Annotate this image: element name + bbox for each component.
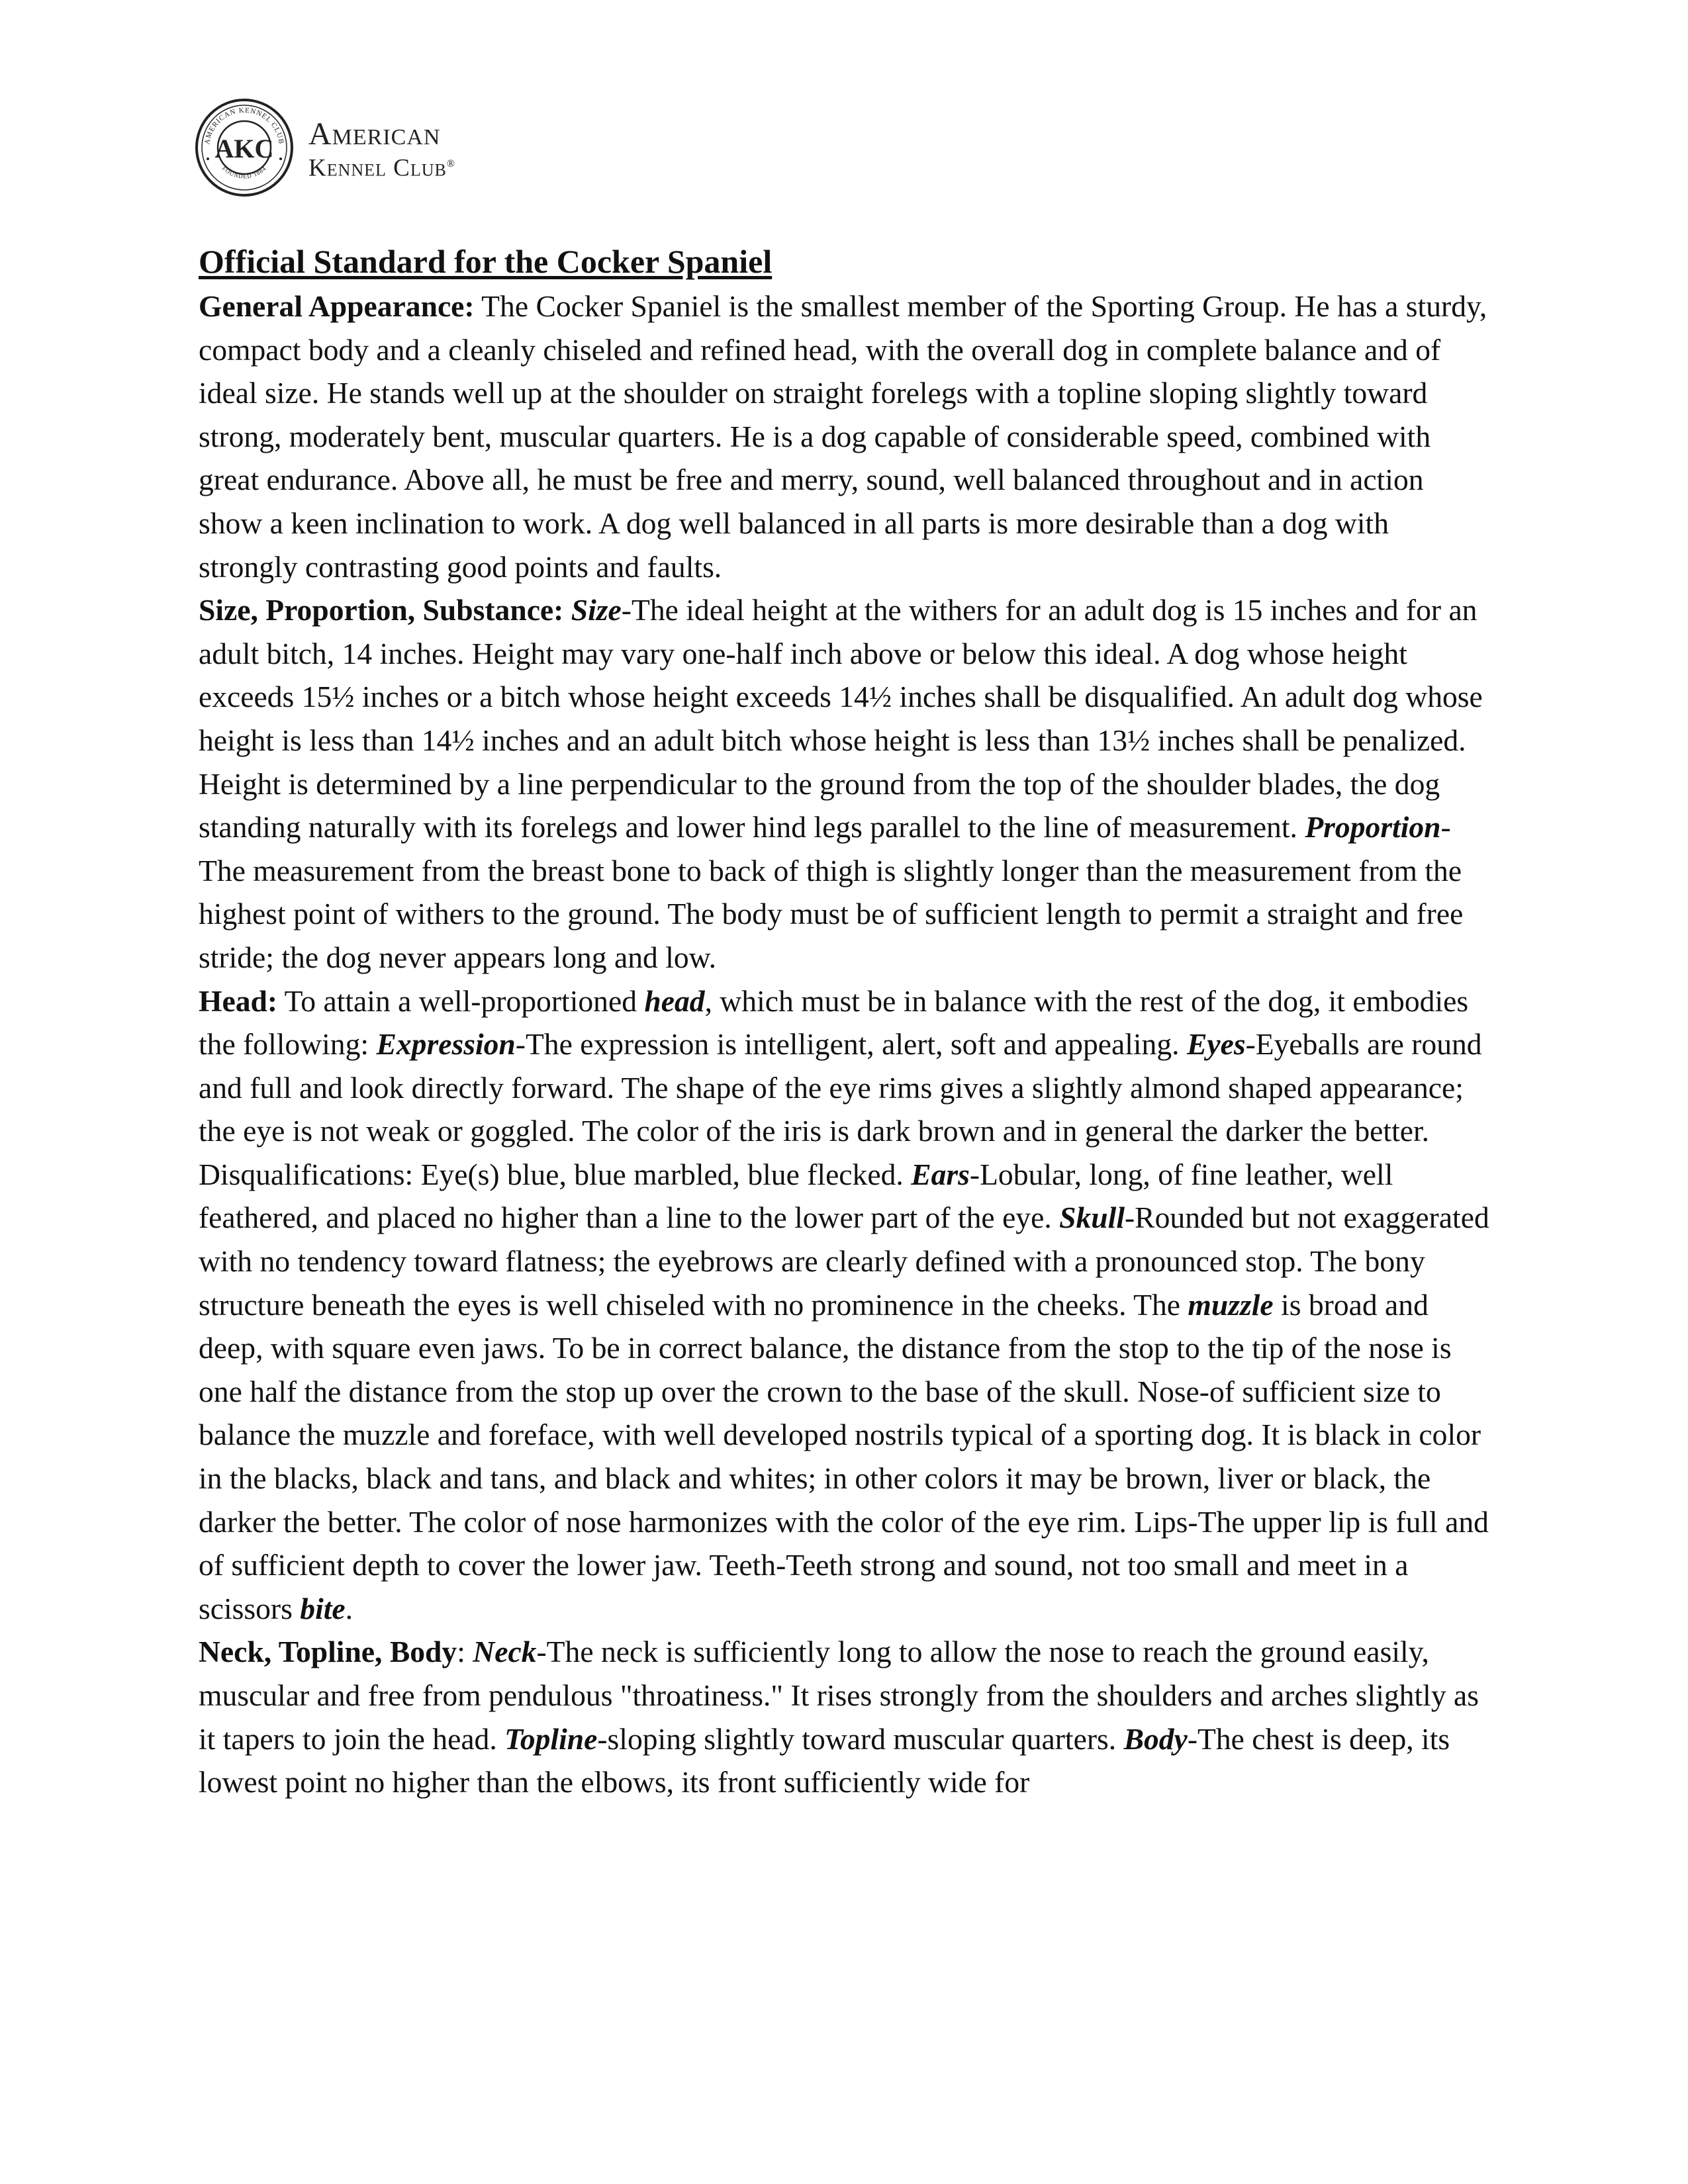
section-head [199,979,1489,1631]
section-general-appearance [199,285,1489,588]
term-head: head [644,983,705,1018]
term-expression: Expression [376,1027,516,1062]
section-text: -Rounded but not exaggerated with no tendency toward flatness; the eyebrows are clearly defined with a pronounced stop. The bony structure beneath the eyes is well chiseled with no prominence in the cheeks. The [199,1201,1489,1322]
section-text: , which must be in balance with the rest of the dog, it embodies the following: [199,983,1469,1062]
akc-seal-icon [195,98,294,197]
section-heading: Neck, Topline, Body [199,1635,457,1669]
page-title: Official Standard for the Cocker Spaniel [199,243,773,280]
svg-text:AKC: AKC [214,134,274,163]
section-heading: Head: [199,983,278,1018]
section-text: The Cocker Spaniel is the smallest member of the Sporting Group. He has a sturdy, compact body and a cleanly chiseled and refined head, with the overall dog in complete balance and of ideal size. He stands well up at the shoulder on straight forelegs with a topline sloping slightly toward strong, moderately bent, muscular quarters. He is a dog capable of considerable speed, combined with great endurance. Above all, he must be free and merry, sound, well balanced throughout and in action show a keen inclination to work. A dog well balanced in all parts is more desirable than a dog with strongly contrasting good points and faults. [199,289,1487,584]
section-text: -The ideal height at the withers for an adult dog is 15 inches and for an adult bitch, 14 inches. Height may vary one-half inch above or below this ideal. A dog whose height exceeds 15½ inches or a bitch whose height exceeds 14½ inches shall be disqualified. An adult dog whose height is less than 14½ inches and an adult bitch whose height is less than 13½ inches shall be penalized. Height is determined by a line perpendicular to the ground from the top of the shoulder blades, the dog standing naturally with its forelegs and lower hind legs parallel to the line of measurement. [199,593,1483,844]
term-neck: Neck [473,1635,537,1669]
term-muzzle: muzzle [1188,1287,1274,1322]
section-heading: General Appearance: [199,289,475,323]
section-text: -The measurement from the breast bone to back of thigh is slightly longer than the measurement from the highest point of withers to the ground. The body must be of sufficient length to permit a straight and free stride; the dog never appears long and low. [199,810,1464,974]
term-body: Body [1123,1721,1188,1756]
section-text: -The neck is sufficiently long to allow the nose to reach the ground easily, muscular and free from pendulous "throatiness." It rises strongly from the shoulders and arches slightly as it tapers to join the head. [199,1635,1479,1756]
akc-logo [195,98,473,197]
term-size: Size [571,593,622,627]
term-eyes: Eyes [1186,1027,1246,1062]
section-text: -The expression is intelligent, alert, soft and appealing. [515,1027,1180,1062]
standard-document [199,238,1489,1804]
term-topline: Topline [504,1721,598,1756]
section-heading: Size, Proportion, Substance: [199,593,564,627]
section-size-proportion-substance [199,588,1489,979]
section-neck-topline-body [199,1630,1489,1803]
section-text: -sloping slightly toward muscular quarters. [597,1721,1117,1756]
section-text: . [345,1591,353,1625]
brand-line-2: Kennel Club® [308,154,456,182]
section-text: is broad and deep, with square even jaws. To be in correct balance, the distance from the stop to the tip of the nose is one half the distance from the stop up over the crown to the base of the skull. Nose-of sufficient size to balance the muzzle and foreface, with well developed nostrils typical of a sporting dog. It is black in color in the blacks, black and tans, and black and whites; in other colors it may be brown, liver or black, the darker the better. The color of nose harmonizes with the color of the eye rim. Lips-The upper lip is full and of sufficient depth to cover the lower jaw. Teeth-Teeth strong and sound, not too small and meet in a scissors [199,1287,1489,1625]
section-text: -Lobular, long, of fine leather, well feathered, and placed no higher than a line to the lower part of the eye. [199,1157,1393,1235]
trademark: ® [446,158,456,169]
section-text: -Eyeballs are round and full and look directly forward. The shape of the eye rims gives a slightly almond shaped appearance; the eye is not weak or goggled. The color of the iris is dark brown and in general the darker the better. Disqualifications: Eye(s) blue, blue marbled, blue flecked. [199,1027,1482,1191]
term-proportion: Proportion [1305,810,1441,844]
term-bite: bite [300,1591,346,1625]
term-ears: Ears [911,1157,970,1191]
svg-text:AMERICAN KENNEL CLUB: AMERICAN KENNEL CLUB [203,106,285,145]
section-text: : [457,1635,473,1669]
brand-wordmark [308,118,455,181]
brand-line-1: American [308,116,441,152]
term-skull: Skull [1059,1201,1125,1235]
section-text: To attain a well-proportioned [277,983,645,1018]
section-text: -The chest is deep, its lowest point no higher than the elbows, its front sufficiently wide for [199,1721,1450,1799]
svg-text:FOUNDED 1884: FOUNDED 1884 [220,165,268,180]
